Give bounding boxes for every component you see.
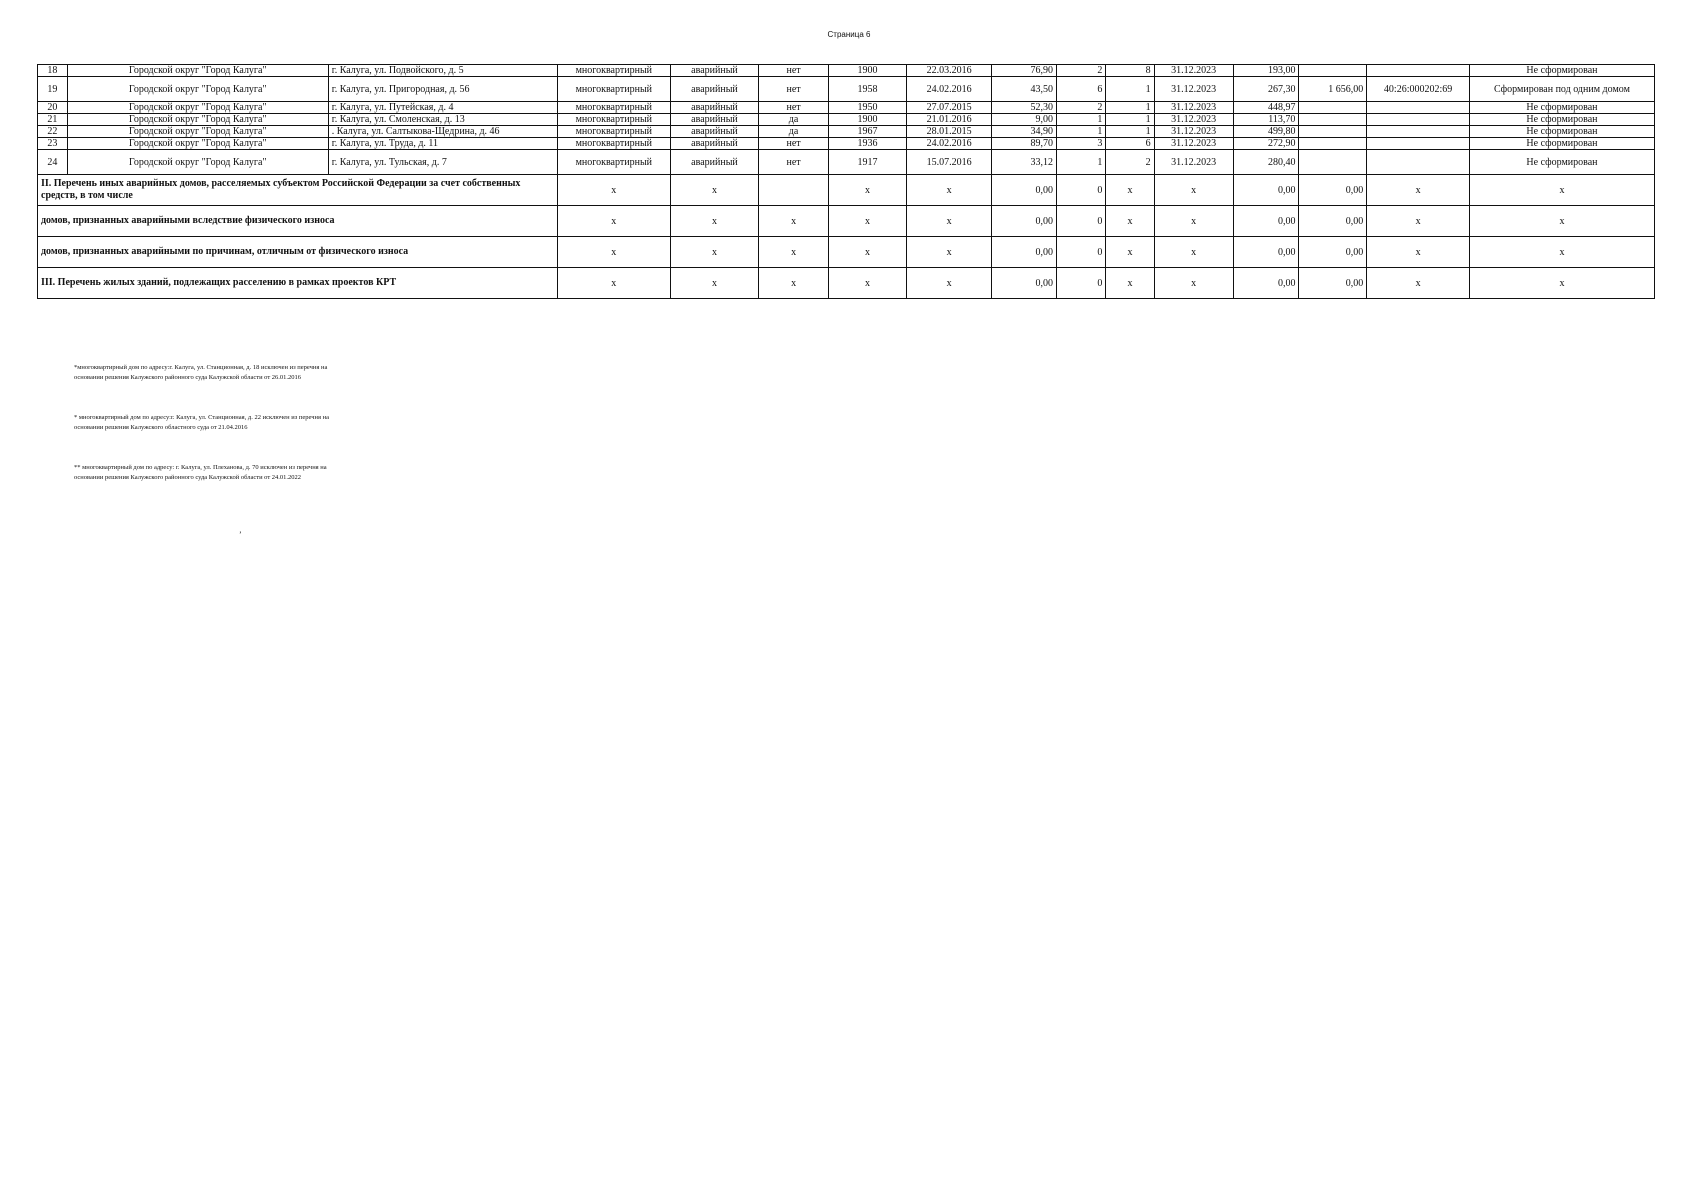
- year-cell: 1900: [828, 65, 906, 77]
- page-number-label: Страница 6: [827, 30, 871, 39]
- table-row: [38, 102, 1655, 114]
- x-cell: x: [907, 268, 992, 299]
- section-title: домов, признанных аварийными вследствие физического износа: [38, 206, 558, 237]
- row-number: 20: [38, 102, 68, 114]
- square-total-cell: 0,00: [1233, 237, 1299, 268]
- land-total-cell: 0,00: [1299, 206, 1367, 237]
- condition-cell: аварийный: [670, 150, 758, 175]
- house-type-cell: многоквартирный: [557, 138, 670, 150]
- row-number: 23: [38, 138, 68, 150]
- year-cell: 1958: [828, 77, 906, 102]
- status-cell: Не сформирован: [1469, 114, 1654, 126]
- address-cell: г. Калуга, ул. Тульская, д. 7: [328, 150, 557, 175]
- table-row: [38, 126, 1655, 138]
- x-cell: x: [1106, 206, 1154, 237]
- x-cell: x: [1469, 237, 1654, 268]
- status-cell: Сформирован под одним домом: [1469, 77, 1654, 102]
- section-title: II. Перечень иных аварийных домов, расселяемых субъектом Российской Федерации за счет собственных средств, в том числе: [38, 175, 558, 206]
- count-b-cell: 1: [1106, 102, 1154, 114]
- area-cell: 33,12: [992, 150, 1057, 175]
- land-area-cell: [1299, 126, 1367, 138]
- count-b-cell: 1: [1106, 126, 1154, 138]
- count-total-cell: 0: [1057, 237, 1106, 268]
- x-cell: x: [1367, 206, 1470, 237]
- house-type-cell: многоквартирный: [557, 65, 670, 77]
- area-cell: 89,70: [992, 138, 1057, 150]
- cadastral-cell: [1367, 114, 1470, 126]
- x-cell: x: [1469, 268, 1654, 299]
- x-cell: x: [557, 237, 670, 268]
- plan-date-cell: 31.12.2023: [1154, 77, 1233, 102]
- row-number: 21: [38, 114, 68, 126]
- address-cell: . Калуга, ул. Салтыкова-Щедрина, д. 46: [328, 126, 557, 138]
- x-cell: x: [759, 268, 829, 299]
- year-cell: 1967: [828, 126, 906, 138]
- municipality-cell: Городской округ "Город Калуга": [67, 150, 328, 175]
- count-a-cell: 2: [1057, 65, 1106, 77]
- count-a-cell: 1: [1057, 150, 1106, 175]
- row-number: 22: [38, 126, 68, 138]
- area-cell: 34,90: [992, 126, 1057, 138]
- land-total-cell: 0,00: [1299, 237, 1367, 268]
- x-cell: x: [828, 237, 906, 268]
- row-number: 18: [38, 65, 68, 77]
- x-cell: [759, 175, 829, 206]
- area-total-cell: 0,00: [992, 206, 1057, 237]
- status-cell: Не сформирован: [1469, 65, 1654, 77]
- square-total-cell: 0,00: [1233, 206, 1299, 237]
- section-row: [38, 175, 1655, 206]
- municipality-cell: Городской округ "Город Калуга": [67, 138, 328, 150]
- flag-cell: нет: [759, 65, 829, 77]
- status-cell: Не сформирован: [1469, 102, 1654, 114]
- section-row: [38, 237, 1655, 268]
- housing-register-table: [37, 64, 1655, 299]
- x-cell: x: [670, 268, 758, 299]
- count-b-cell: 2: [1106, 150, 1154, 175]
- table-row: [38, 150, 1655, 175]
- x-cell: x: [1367, 268, 1470, 299]
- date-cell: 24.02.2016: [907, 77, 992, 102]
- x-cell: x: [1106, 175, 1154, 206]
- footnote-3: ** многоквартирный дом по адресу: г. Калуга, ул. Плеханова, д. 70 исключен из перечня на основании решения Калужского районного суда Калужской области от 24.01.2022: [74, 464, 327, 481]
- land-area-cell: [1299, 65, 1367, 77]
- flag-cell: да: [759, 126, 829, 138]
- condition-cell: аварийный: [670, 114, 758, 126]
- house-type-cell: многоквартирный: [557, 126, 670, 138]
- condition-cell: аварийный: [670, 77, 758, 102]
- plan-date-cell: 31.12.2023: [1154, 150, 1233, 175]
- row-number: 24: [38, 150, 68, 175]
- cadastral-cell: [1367, 150, 1470, 175]
- area-total-cell: 0,00: [992, 268, 1057, 299]
- land-area-cell: [1299, 138, 1367, 150]
- x-cell: x: [1154, 206, 1233, 237]
- flag-cell: нет: [759, 150, 829, 175]
- count-b-cell: 1: [1106, 114, 1154, 126]
- land-area-cell: [1299, 114, 1367, 126]
- x-cell: x: [557, 206, 670, 237]
- year-cell: 1900: [828, 114, 906, 126]
- area-total-cell: 0,00: [992, 175, 1057, 206]
- x-cell: x: [670, 237, 758, 268]
- house-type-cell: многоквартирный: [557, 102, 670, 114]
- stray-mark: ʼ: [239, 530, 242, 539]
- land-total-cell: 0,00: [1299, 268, 1367, 299]
- land-area-cell: 1 656,00: [1299, 77, 1367, 102]
- status-cell: Не сформирован: [1469, 138, 1654, 150]
- address-cell: г. Калуга, ул. Подвойского, д. 5: [328, 65, 557, 77]
- section-title: III. Перечень жилых зданий, подлежащих расселению в рамках проектов КРТ: [38, 268, 558, 299]
- table-body: [38, 65, 1655, 299]
- count-a-cell: 6: [1057, 77, 1106, 102]
- plan-date-cell: 31.12.2023: [1154, 65, 1233, 77]
- x-cell: x: [907, 206, 992, 237]
- count-a-cell: 1: [1057, 114, 1106, 126]
- section-row: [38, 268, 1655, 299]
- condition-cell: аварийный: [670, 138, 758, 150]
- address-cell: г. Калуга, ул. Труда, д. 11: [328, 138, 557, 150]
- cadastral-cell: [1367, 138, 1470, 150]
- cadastral-cell: 40:26:000202:69: [1367, 77, 1470, 102]
- condition-cell: аварийный: [670, 65, 758, 77]
- x-cell: x: [557, 175, 670, 206]
- date-cell: 27.07.2015: [907, 102, 992, 114]
- house-type-cell: многоквартирный: [557, 114, 670, 126]
- square-cell: 280,40: [1233, 150, 1299, 175]
- plan-date-cell: 31.12.2023: [1154, 126, 1233, 138]
- year-cell: 1917: [828, 150, 906, 175]
- land-area-cell: [1299, 102, 1367, 114]
- count-b-cell: 6: [1106, 138, 1154, 150]
- x-cell: x: [1469, 175, 1654, 206]
- square-cell: 113,70: [1233, 114, 1299, 126]
- x-cell: x: [907, 237, 992, 268]
- count-total-cell: 0: [1057, 206, 1106, 237]
- condition-cell: аварийный: [670, 102, 758, 114]
- year-cell: 1936: [828, 138, 906, 150]
- count-a-cell: 1: [1057, 126, 1106, 138]
- status-cell: Не сформирован: [1469, 126, 1654, 138]
- area-cell: 43,50: [992, 77, 1057, 102]
- square-cell: 193,00: [1233, 65, 1299, 77]
- date-cell: 21.01.2016: [907, 114, 992, 126]
- square-total-cell: 0,00: [1233, 268, 1299, 299]
- table-row: [38, 77, 1655, 102]
- table-row: [38, 138, 1655, 150]
- condition-cell: аварийный: [670, 126, 758, 138]
- cadastral-cell: [1367, 102, 1470, 114]
- x-cell: x: [828, 268, 906, 299]
- x-cell: x: [1154, 237, 1233, 268]
- x-cell: x: [1154, 268, 1233, 299]
- area-cell: 76,90: [992, 65, 1057, 77]
- municipality-cell: Городской округ "Город Калуга": [67, 126, 328, 138]
- flag-cell: нет: [759, 102, 829, 114]
- house-type-cell: многоквартирный: [557, 150, 670, 175]
- address-cell: г. Калуга, ул. Смоленская, д. 13: [328, 114, 557, 126]
- x-cell: x: [670, 206, 758, 237]
- x-cell: x: [1106, 268, 1154, 299]
- section-row: [38, 206, 1655, 237]
- x-cell: x: [1367, 175, 1470, 206]
- count-b-cell: 1: [1106, 77, 1154, 102]
- x-cell: x: [1106, 237, 1154, 268]
- address-cell: г. Калуга, ул. Пригородная, д. 56: [328, 77, 557, 102]
- count-total-cell: 0: [1057, 268, 1106, 299]
- x-cell: x: [759, 206, 829, 237]
- square-total-cell: 0,00: [1233, 175, 1299, 206]
- square-cell: 272,90: [1233, 138, 1299, 150]
- x-cell: x: [1469, 206, 1654, 237]
- plan-date-cell: 31.12.2023: [1154, 114, 1233, 126]
- table-row: [38, 65, 1655, 77]
- x-cell: x: [1367, 237, 1470, 268]
- house-type-cell: многоквартирный: [557, 77, 670, 102]
- footnotes: [74, 363, 334, 513]
- square-cell: 448,97: [1233, 102, 1299, 114]
- year-cell: 1950: [828, 102, 906, 114]
- flag-cell: да: [759, 114, 829, 126]
- row-number: 19: [38, 77, 68, 102]
- flag-cell: нет: [759, 77, 829, 102]
- date-cell: 24.02.2016: [907, 138, 992, 150]
- square-cell: 499,80: [1233, 126, 1299, 138]
- footnote-2: * многоквартирный дом по адресу:г. Калуга, ул. Станционная, д. 22 исключен из перечня на основании решения Калужского областного суда от 21.04.2016: [74, 414, 329, 431]
- date-cell: 15.07.2016: [907, 150, 992, 175]
- x-cell: x: [907, 175, 992, 206]
- cadastral-cell: [1367, 126, 1470, 138]
- date-cell: 28.01.2015: [907, 126, 992, 138]
- count-a-cell: 2: [1057, 102, 1106, 114]
- address-cell: г. Калуга, ул. Путейская, д. 4: [328, 102, 557, 114]
- footnote-1: *многоквартирный дом по адресу:г. Калуга, ул. Станционная, д. 18 исключен из перечня на основании решения Калужского районного суда Калужской области от 26.01.2016: [74, 364, 328, 381]
- municipality-cell: Городской округ "Город Калуга": [67, 114, 328, 126]
- count-a-cell: 3: [1057, 138, 1106, 150]
- table-row: [38, 114, 1655, 126]
- municipality-cell: Городской округ "Город Калуга": [67, 65, 328, 77]
- x-cell: x: [759, 237, 829, 268]
- x-cell: x: [557, 268, 670, 299]
- status-cell: Не сформирован: [1469, 150, 1654, 175]
- area-cell: 52,30: [992, 102, 1057, 114]
- count-total-cell: 0: [1057, 175, 1106, 206]
- count-b-cell: 8: [1106, 65, 1154, 77]
- flag-cell: нет: [759, 138, 829, 150]
- municipality-cell: Городской округ "Город Калуга": [67, 77, 328, 102]
- x-cell: x: [670, 175, 758, 206]
- municipality-cell: Городской округ "Город Калуга": [67, 102, 328, 114]
- section-title: домов, признанных аварийными по причинам, отличным от физического износа: [38, 237, 558, 268]
- land-total-cell: 0,00: [1299, 175, 1367, 206]
- date-cell: 22.03.2016: [907, 65, 992, 77]
- plan-date-cell: 31.12.2023: [1154, 102, 1233, 114]
- plan-date-cell: 31.12.2023: [1154, 138, 1233, 150]
- area-cell: 9,00: [992, 114, 1057, 126]
- x-cell: x: [828, 175, 906, 206]
- x-cell: x: [1154, 175, 1233, 206]
- land-area-cell: [1299, 150, 1367, 175]
- cadastral-cell: [1367, 65, 1470, 77]
- square-cell: 267,30: [1233, 77, 1299, 102]
- area-total-cell: 0,00: [992, 237, 1057, 268]
- x-cell: x: [828, 206, 906, 237]
